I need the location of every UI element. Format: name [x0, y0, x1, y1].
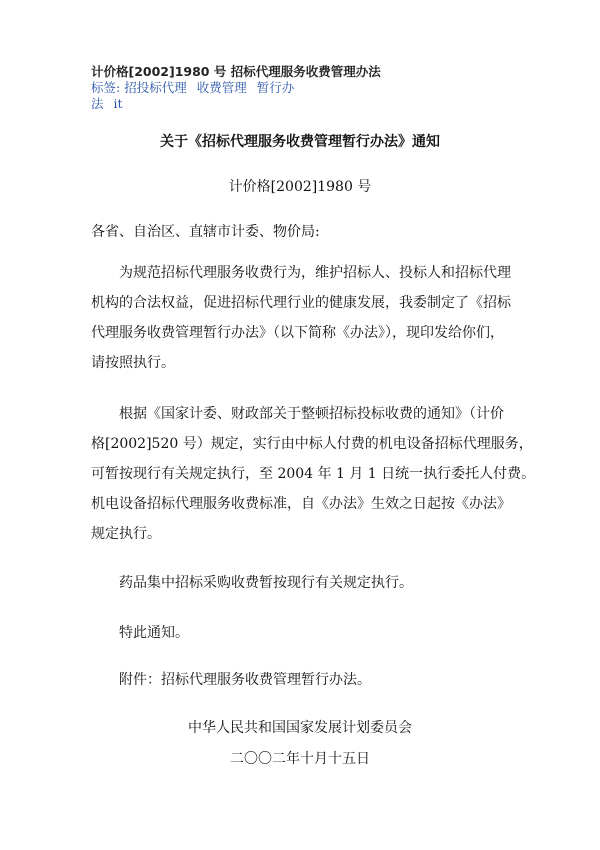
paragraph-line: 请按照执行。	[91, 355, 175, 371]
tags-label: 标签:	[91, 80, 121, 95]
paragraph-line: 根据《国家计委、财政部关于整顿招标投标收费的通知》（计价	[119, 406, 504, 422]
paragraph-line: 机电设备招标代理服务收费标准，自《办法》生效之日起按《办法》	[91, 496, 511, 512]
issue-date: 二〇〇二年十月十五日	[230, 751, 370, 767]
document-number: 计价格[2002]1980 号	[228, 179, 372, 195]
paragraph-line: 机构的合法权益，促进招标代理行业的健康发展，我委制定了《招标	[91, 295, 511, 311]
tag-link[interactable]: 收费管理	[196, 80, 247, 95]
issuer: 中华人民共和国国家发展计划委员会	[188, 720, 412, 736]
salutation: 各省、自治区、直辖市计委、物价局:	[91, 224, 320, 240]
document-title: 关于《招标代理服务收费管理暂行办法》通知	[160, 134, 440, 150]
tag-link[interactable]: it	[113, 96, 123, 111]
paragraph-line: 为规范招标代理服务收费行为，维护招标人、投标人和招标代理	[119, 265, 511, 281]
paragraph-line: 规定执行。	[91, 526, 161, 542]
tag-link[interactable]: 暂行办法	[91, 80, 295, 111]
tag-link[interactable]: 招投标代理	[124, 80, 187, 95]
paragraph-2	[91, 399, 536, 549]
paragraph-line: 格[2002]520 号）规定，实行由中标人付费的机电设备招标代理服务，	[91, 436, 533, 452]
header-title: 计价格[2002]1980 号 招标代理服务收费管理办法	[91, 64, 381, 79]
closing-text: 特此通知。	[119, 625, 189, 641]
paragraph-line: 代理服务收费管理暂行办法》（以下简称《办法》），现印发给你们，	[91, 325, 504, 341]
paragraph-line: 可暂按现行有关规定执行，至 2004 年 1 月 1 日统一执行委托人付费。	[91, 466, 536, 482]
attachment-note: 附件：招标代理服务收费管理暂行办法。	[119, 672, 371, 688]
paragraph-3: 药品集中招标采购收费暂按现行有关规定执行。	[119, 575, 413, 591]
tags-row	[91, 80, 316, 112]
paragraph-1	[91, 258, 521, 378]
